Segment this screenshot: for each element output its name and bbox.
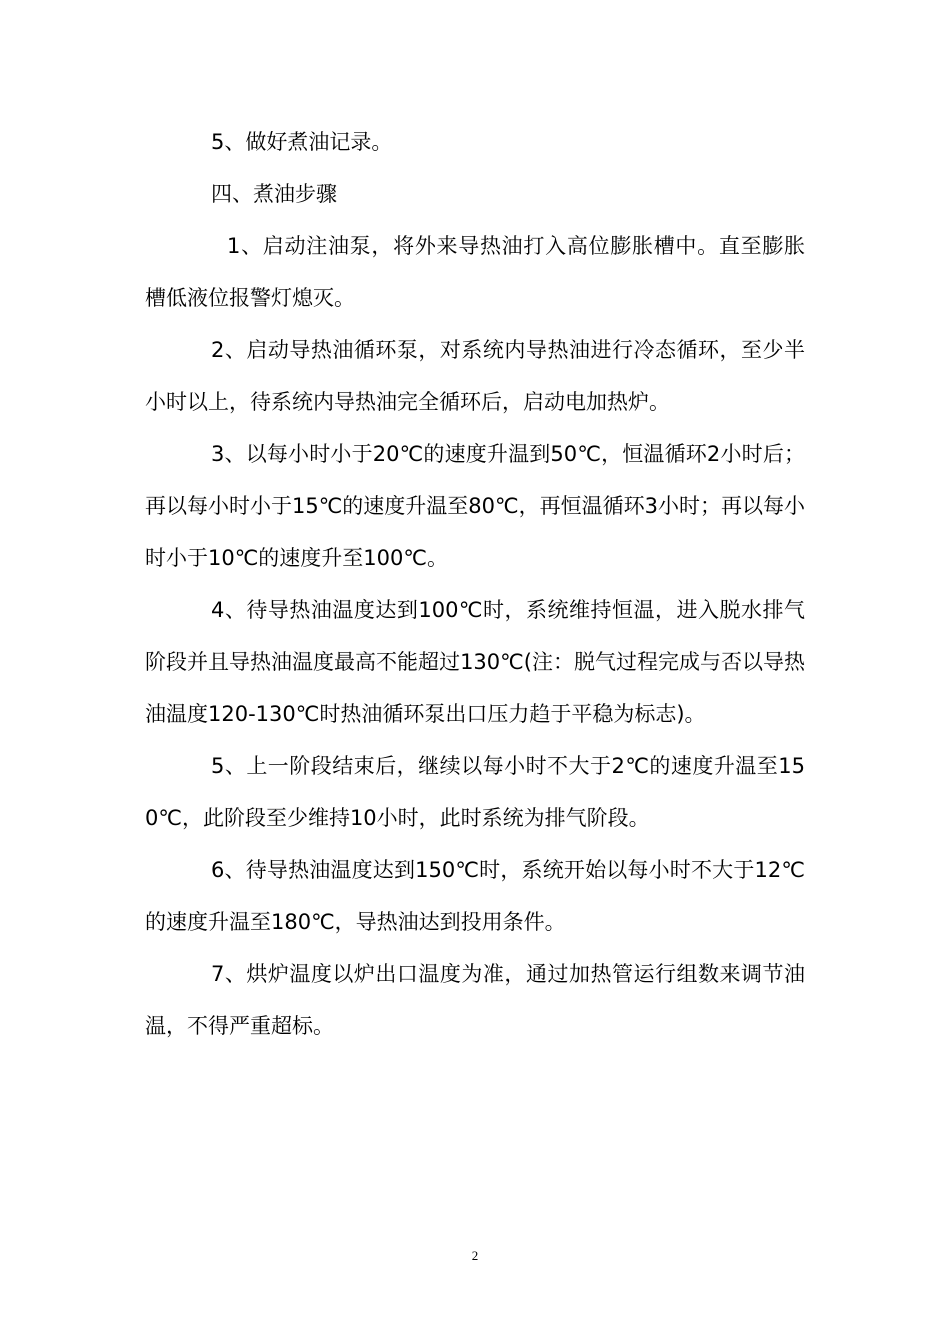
step-4-paragraph: 4、待导热油温度达到100℃时，系统维持恒温，进入脱水排气阶段并且导热油温度最高不能超过130℃(注：脱气过程完成与否以导热油温度120-130℃时热油循环泵出口压力趋于平稳为标志)。 [145,598,805,726]
paragraph-record-note: 5、做好煮油记录。 [211,130,393,154]
step-2-paragraph: 2、启动导热油循环泵，对系统内导热油进行冷态循环，至少半小时以上，待系统内导热油完全循环后，启动电加热炉。 [145,338,805,414]
step-1-paragraph: 1、启动注油泵，将外来导热油打入高位膨胀槽中。直至膨胀槽低液位报警灯熄灭。 [145,234,805,310]
section-heading-steps: 四、煮油步骤 [211,182,337,206]
step-7-paragraph: 7、烘炉温度以炉出口温度为准，通过加热管运行组数来调节油温，不得严重超标。 [145,962,805,1038]
step-5-paragraph: 5、上一阶段结束后，继续以每小时不大于2℃的速度升温至150℃，此阶段至少维持10小时，此时系统为排气阶段。 [145,754,805,830]
body-text [145,116,805,1052]
step-3-paragraph: 3、以每小时小于20℃的速度升温到50℃，恒温循环2小时后；再以每小时小于15℃的速度升温至80℃，再恒温循环3小时；再以每小时小于10℃的速度升至100℃。 [145,442,805,570]
step-6-paragraph: 6、待导热油温度达到150℃时，系统开始以每小时不大于12℃的速度升温至180℃，导热油达到投用条件。 [145,858,805,934]
page-number: 2 [471,1248,479,1263]
